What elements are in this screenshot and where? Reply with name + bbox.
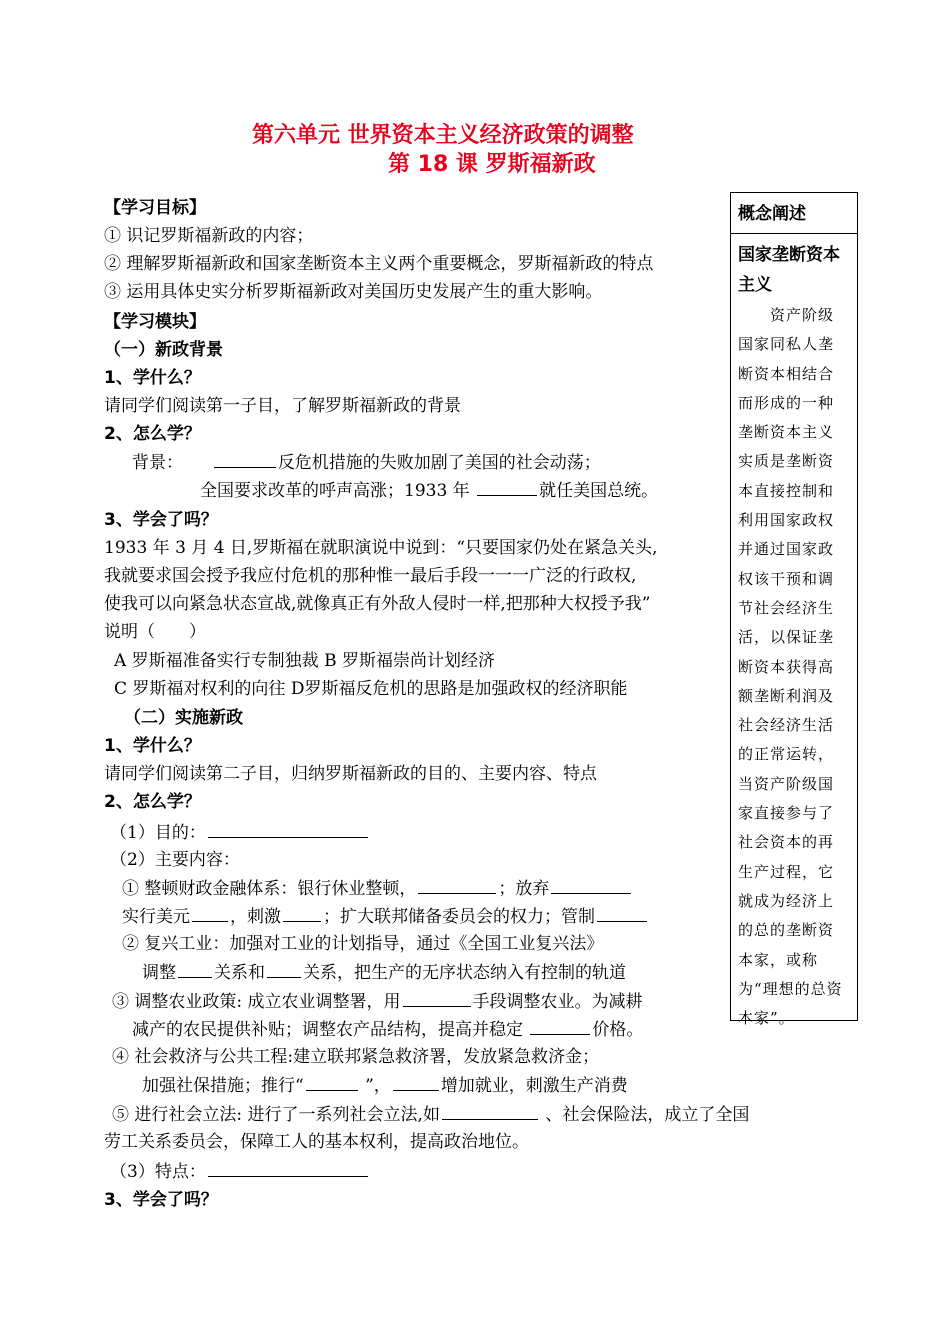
sidebar-heading: 概念阐述 [738, 204, 806, 224]
features-label: （3）特点： [110, 1162, 206, 1182]
content-line [122, 905, 649, 928]
question-heading: 3、学会了吗？ [104, 1190, 218, 1210]
question-heading: 1、学什么？ [104, 368, 201, 388]
answer-blank[interactable] [597, 905, 647, 922]
answer-blank[interactable] [418, 877, 496, 894]
quote-line: 使我可以向紧急状态宣战,就像真正有外敌人侵时一样,把那种大权授予我” [104, 594, 651, 614]
section-title: （一）新政背景 [104, 340, 223, 360]
purpose-line [110, 821, 370, 844]
content-text: 实行美元 [122, 907, 190, 927]
background-label: 背景： [132, 453, 183, 473]
content-text: ⑤ 进行社会立法: 进行了一系列社会立法,如 [112, 1105, 440, 1125]
content-line [112, 1103, 749, 1126]
features-line [110, 1160, 370, 1183]
content-text: ”， [365, 1076, 391, 1096]
answer-blank[interactable] [530, 1018, 590, 1035]
purpose-label: （1）目的： [110, 823, 206, 843]
content-text: 关系和 [214, 963, 265, 983]
answer-blank[interactable] [267, 961, 301, 978]
lesson-title: 第 18 课 罗斯福新政 [388, 152, 596, 177]
answer-blank[interactable] [208, 821, 368, 838]
quote-line: 说明（ ） [104, 622, 206, 642]
content-text: ；扩大联邦储备委员会的权力；管制 [323, 907, 595, 927]
content-text: 增加就业，刺激生产消费 [440, 1076, 628, 1096]
background-line [132, 451, 601, 474]
content-text: 价格。 [592, 1020, 644, 1040]
content-text: ① 整顿财政金融体系：银行休业整顿， [122, 879, 417, 899]
background-text: 反危机措施的失败加剧了美国的社会动荡； [277, 453, 601, 473]
background-text: 就任美国总统。 [539, 481, 659, 501]
question-heading: 2、怎么学？ [104, 424, 201, 444]
question-heading: 3、学会了吗？ [104, 510, 218, 530]
question-heading: 2、怎么学？ [104, 792, 201, 812]
answer-blank[interactable] [403, 990, 471, 1007]
content-line [132, 1018, 643, 1041]
objective-item: ② 理解罗斯福新政和国家垄断资本主义两个重要概念，罗斯福新政的特点 [104, 254, 654, 274]
question-text: 请同学们阅读第二子目，归纳罗斯福新政的目的、主要内容、特点 [104, 764, 597, 784]
content-line: 劳工关系委员会，保障工人的基本权利，提高政治地位。 [104, 1132, 529, 1152]
answer-blank[interactable] [442, 1103, 538, 1120]
content-text: 调整 [142, 963, 176, 983]
content-line [142, 961, 626, 984]
content-text: 加强社保措施；推行“ [142, 1076, 304, 1096]
objectives-heading: 【学习目标】 [104, 198, 206, 218]
modules-heading: 【学习模块】 [104, 312, 206, 332]
content-line: ④ 社会救济与公共工程:建立联邦紧急救济署，发放紧急救济金； [112, 1047, 600, 1067]
content-text: 手段调整农业。为减耕 [472, 992, 643, 1012]
content-text: ，刺激 [230, 907, 281, 927]
background-line [200, 479, 658, 502]
quote-line: 1933 年 3 月 4 日,罗斯福在就职演说中说到：“只要国家仍处在紧急关头, [104, 538, 658, 558]
answer-blank[interactable] [208, 1160, 368, 1177]
options-line: C 罗斯福对权利的向往 D罗斯福反危机的思路是加强政权的经济职能 [114, 679, 628, 699]
answer-blank[interactable] [214, 451, 276, 468]
answer-blank[interactable] [192, 905, 228, 922]
answer-blank[interactable] [283, 905, 321, 922]
content-text: ；放弃 [498, 879, 550, 899]
content-line [142, 1074, 628, 1097]
question-heading: 1、学什么？ [104, 736, 201, 756]
sidebar-definition: 资产阶级国家同私人垄断资本相结合而形成的一种垄断资本主义实质是垄断资本直接控制和利用国家政权并通过国家政权该干预和调节社会经济生活，以保证垄断资本获得高额垄断利润及社会经济生活的正常运转，当资产阶级国家直接参与了社会资本的再生产过程，它就成为经济上的总的垄断资本家，或称为“理想的总资本家”。 [738, 306, 843, 1028]
content-text: 关系，把生产的无序状态纳入有控制的轨道 [303, 963, 626, 983]
content-text: 减产的农民提供补贴；调整农产品结构，提高并稳定 [132, 1020, 523, 1040]
answer-blank[interactable] [393, 1074, 439, 1091]
section-title: （二）实施新政 [124, 708, 243, 728]
background-text: 全国要求改革的呼声高涨；1933 年 [200, 481, 470, 501]
content-text: 、社会保险法，成立了全国 [545, 1105, 750, 1125]
quote-line: 我就要求国会授予我应付危机的那种惟一最后手段一一一广泛的行政权, [104, 566, 637, 586]
sidebar-term: 国家垄断资本主义 [738, 245, 840, 295]
objective-item: ① 识记罗斯福新政的内容； [104, 226, 314, 246]
content-label: （2）主要内容： [110, 850, 240, 870]
answer-blank[interactable] [551, 877, 631, 894]
content-line [122, 877, 633, 900]
options-line: A 罗斯福准备实行专制独裁 B 罗斯福崇尚计划经济 [114, 651, 495, 671]
content-text: ③ 调整农业政策: 成立农业调整署，用 [112, 992, 401, 1012]
content-line: ② 复兴工业：加强对工业的计划指导，通过《全国工业复兴法》 [122, 934, 604, 954]
unit-title: 第六单元 世界资本主义经济政策的调整 [252, 123, 634, 148]
objective-item: ③ 运用具体史实分析罗斯福新政对美国历史发展产生的重大影响。 [104, 282, 603, 302]
answer-blank[interactable] [306, 1074, 358, 1091]
content-line [112, 990, 643, 1013]
answer-blank[interactable] [178, 961, 212, 978]
answer-blank[interactable] [477, 479, 537, 496]
question-text: 请同学们阅读第一子目，了解罗斯福新政的背景 [104, 396, 461, 416]
